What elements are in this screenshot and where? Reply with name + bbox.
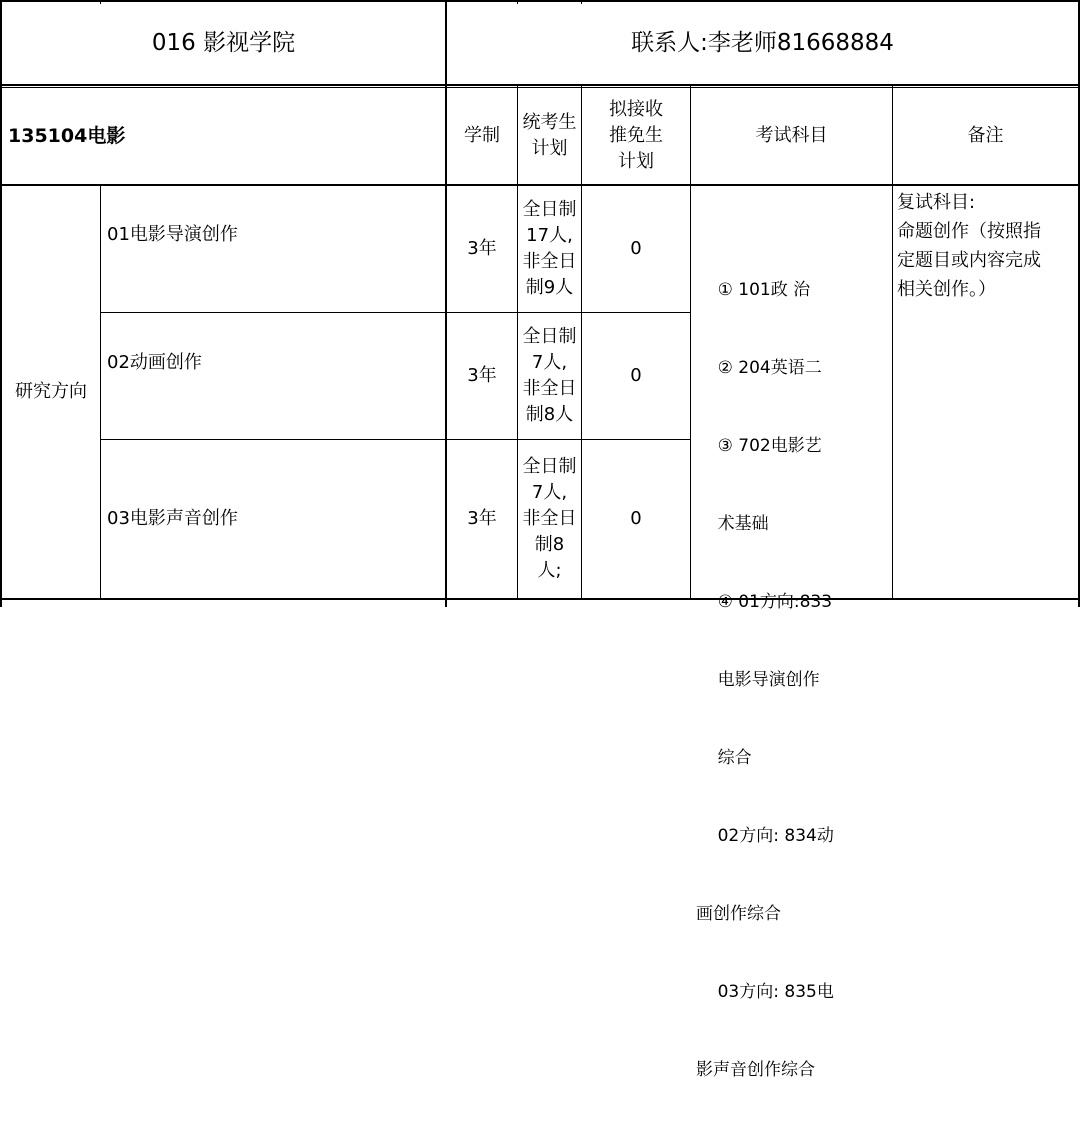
exam-line: 术基础 [696, 514, 769, 534]
column-header-unified-plan: 统考生 计划 [522, 112, 577, 159]
exam-line: 电影导演创作 [696, 670, 820, 690]
major-title: 135104电影 [8, 125, 126, 147]
plan-value: 全日制 7人, 非全日 制8人 [522, 326, 577, 425]
column-header-exam-subjects: 考试科目 [755, 125, 828, 146]
exam-line: 画创作综合 [696, 904, 781, 924]
header-bottom-line [0, 84, 1080, 86]
exam-line: ③ 702电影艺 [696, 436, 822, 456]
duration-value: 3年 [467, 508, 497, 529]
table-bottom-line [0, 598, 1080, 600]
note-line: 相关创作。） [897, 279, 996, 300]
exam-line: 影声音创作综合 [696, 1060, 815, 1080]
plan-value: 全日制 17人, 非全日 制9人 [522, 199, 577, 298]
column-header-remarks: 备注 [967, 125, 1004, 146]
exam-line: ② 204英语二 [696, 358, 822, 378]
exempt-value: 0 [630, 508, 642, 529]
column-header-duration: 学制 [464, 125, 500, 146]
direction-name: 03电影声音创作 [107, 508, 238, 529]
duration-value: 3年 [467, 365, 497, 386]
exam-subjects-list [696, 225, 892, 1135]
duration-value: 3年 [467, 238, 497, 259]
exempt-value: 0 [630, 365, 642, 386]
direction-name: 02动画创作 [107, 352, 202, 373]
plan-value: 全日制 7人, 非全日 制8 人; [522, 456, 577, 581]
exam-line: ① 101政 治 [696, 280, 811, 300]
research-direction-label: 研究方向 [15, 381, 87, 402]
exempt-value: 0 [630, 238, 642, 259]
column-header-exempt-plan: 拟接收 推免生 计划 [609, 99, 663, 172]
note-line: 命题创作（按照指 [897, 221, 1041, 242]
note-line: 定题目或内容完成 [897, 250, 1041, 271]
exam-line: ④ 01方向:833 [696, 592, 833, 612]
exam-line: 03方向: 835电 [696, 982, 834, 1002]
department-title: 016 影视学院 [151, 30, 296, 56]
contact-info: 联系人:李老师81668884 [631, 30, 894, 56]
exam-line: 02方向: 834动 [696, 826, 834, 846]
remarks-text [897, 188, 1077, 304]
note-line: 复试科目: [897, 192, 976, 213]
direction-name: 01电影导演创作 [107, 224, 238, 245]
exam-line: 综合 [696, 748, 752, 768]
